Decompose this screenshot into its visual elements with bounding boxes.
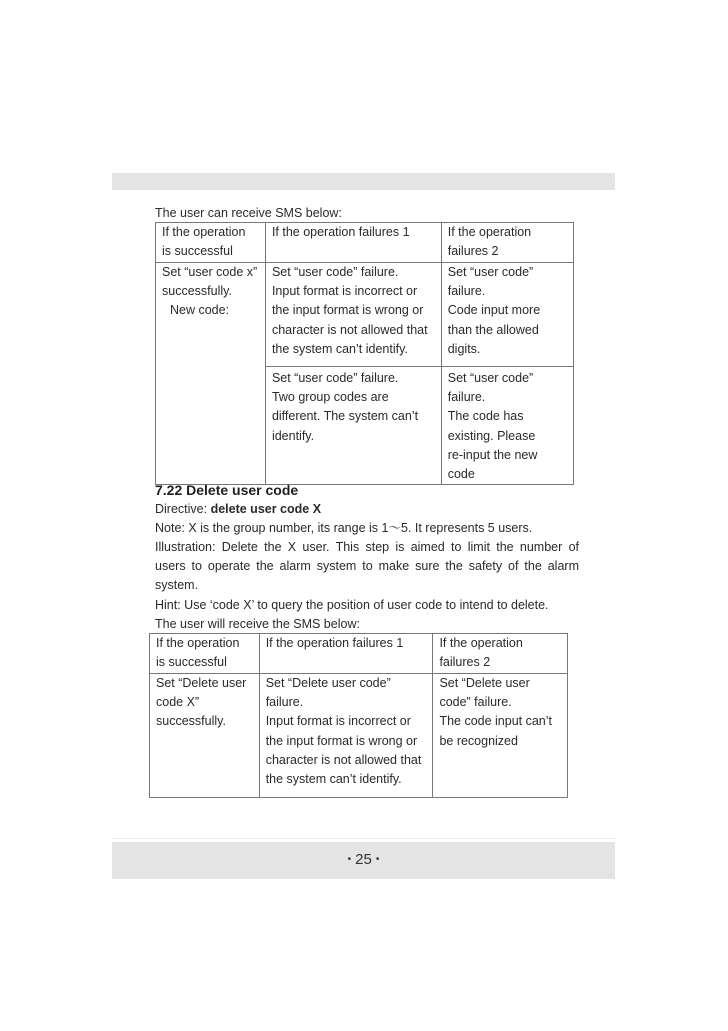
failure-2-cell: Set “user code” failure. Code input more than the allowed digits.	[441, 263, 573, 367]
header-cell-failure-1: If the operation failures 1	[259, 634, 433, 674]
table-row	[156, 263, 574, 367]
header-band	[112, 173, 615, 190]
illustration-line-1: Illustration: Delete the X user. This step is aimed to limit the number of	[155, 540, 579, 554]
receive-text: The user will receive the SMS below:	[155, 617, 360, 631]
table-row	[156, 367, 574, 485]
table-header-row	[150, 634, 568, 674]
intro-text: The user can receive SMS below:	[155, 206, 342, 220]
header-cell-success: If the operation is successful	[156, 223, 266, 263]
header-cell-failure-2: If the operation failures 2	[433, 634, 568, 674]
header-cell-success: If the operation is successful	[150, 634, 260, 674]
illustration-line-3: system.	[155, 578, 199, 592]
failure-1-cell: Set “user code” failure. Input format is incorrect or the input format is wrong or character is not allowed that the system can’t identify.	[265, 263, 441, 367]
failure-1-cell: Set “user code” failure. Two group codes are different. The system can’t identify.	[265, 367, 441, 485]
table-row	[150, 674, 568, 798]
directive-label: Directive:	[155, 502, 208, 516]
sms-table-set-user-code	[155, 222, 574, 485]
hint-text: Hint: Use ‘code X’ to query the position of user code to intend to delete.	[155, 598, 549, 612]
header-cell-failure-2: If the operation failures 2	[441, 223, 573, 263]
success-cell-continued	[156, 367, 266, 485]
footer-divider	[112, 838, 615, 839]
directive-command: delete user code X	[210, 502, 322, 516]
directive-line	[155, 500, 321, 519]
failure-1-cell: Set “Delete user code” failure. Input format is incorrect or the input format is wrong or character is not allowed that the system can’t identify.	[259, 674, 433, 798]
table-header-row	[156, 223, 574, 263]
failure-2-cell: Set “Delete user code” failure. The code input can’t be recognized	[433, 674, 568, 798]
note-text: Note: X is the group number, its range is 1～5. It represents 5 users.	[155, 521, 533, 535]
page-number-value: 25	[355, 851, 372, 868]
page-number	[112, 851, 615, 868]
success-cell: Set “user code x” successfully. New code:	[156, 263, 266, 367]
header-cell-failure-1: If the operation failures 1	[265, 223, 441, 263]
failure-2-cell: Set “user code” failure. The code has existing. Please re-input the new code	[441, 367, 573, 485]
illustration-line-2: users to operate the alarm system to make sure the safety of the alarm	[155, 559, 579, 573]
sms-table-delete-user-code	[149, 633, 568, 798]
page-number-dot-right: •	[375, 854, 380, 865]
section-heading: 7.22 Delete user code	[155, 482, 299, 498]
success-cell: Set “Delete user code X” successfully.	[150, 674, 260, 798]
page-number-dot-left: •	[347, 854, 352, 865]
